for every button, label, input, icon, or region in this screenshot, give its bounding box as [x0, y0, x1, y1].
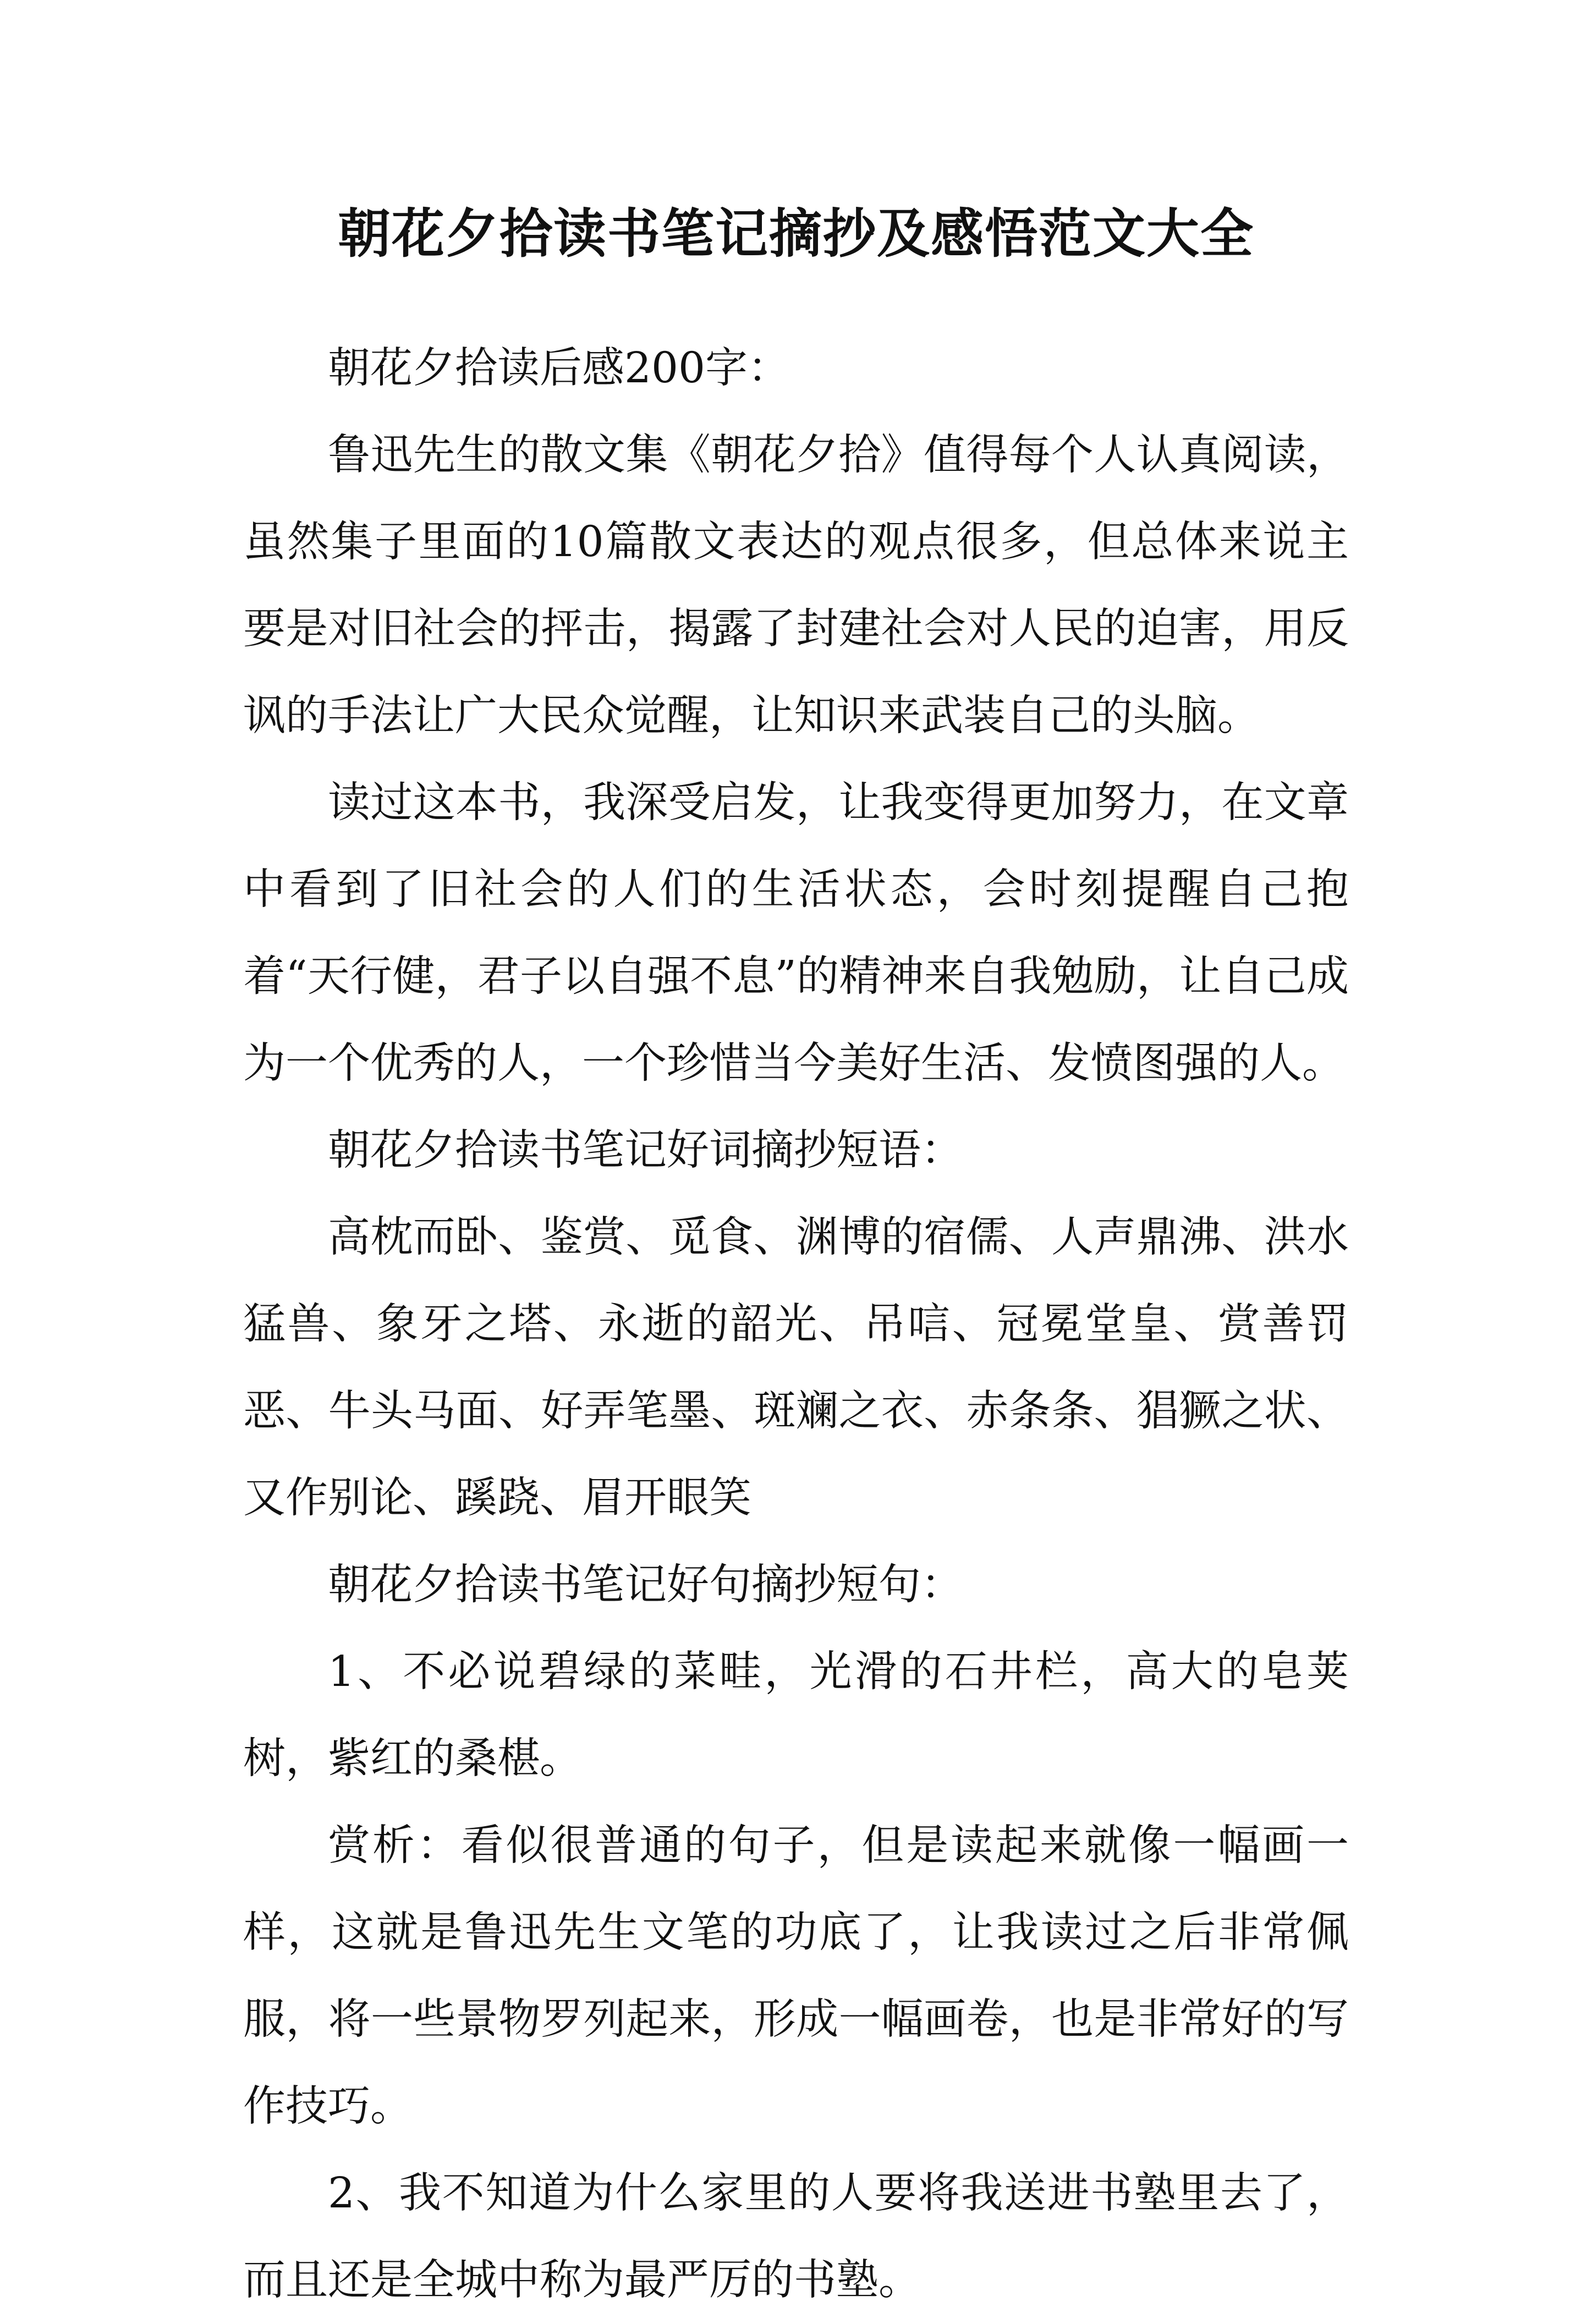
paragraph-sentences-heading: 朝花夕拾读书笔记好句摘抄短句： — [328, 1561, 963, 1609]
paragraph-review-1: 鲁迅先生的散文集《朝花夕拾》值得每个人认真阅读，虽然集子里面的10篇散文表达的观点很多，但总体来说主要是对旧社会的抨击，揭露了封建社会对人民的迫害，用反讽的手法让广大民众觉醒，让知识来武装自己的头脑。 — [243, 431, 1349, 740]
document-body — [243, 325, 1349, 2324]
paragraph-review-heading: 朝花夕拾读后感200字： — [328, 344, 790, 393]
paragraph-analysis-1: 赏析：看似很普通的句子，但是读起来就像一幅画一样，这就是鲁迅先生文笔的功底了，让我读过之后非常佩服，将一些景物罗列起来，形成一幅画卷，也是非常好的写作技巧。 — [243, 1821, 1349, 2131]
document-title: 朝花夕拾读书笔记摘抄及感悟范文大全 — [338, 203, 1254, 265]
paragraph-review-2: 读过这本书，我深受启发，让我变得更加努力，在文章中看到了旧社会的人们的生活状态，会时刻提醒自己抱着“天行健，君子以自强不息”的精神来自我勉励，让自己成为一个优秀的人，一个珍惜当今美好生活、发愤图强的人。 — [243, 778, 1349, 1088]
paragraph-words-list: 高枕而卧、鉴赏、觅食、渊博的宿儒、人声鼎沸、洪水猛兽、象牙之塔、永逝的韶光、吊唁、冠冕堂皇、赏善罚恶、牛头马面、好弄笔墨、斑斓之衣、赤条条、猖獗之状、又作别论、蹊跷、眉开眼笑 — [243, 1213, 1349, 1523]
paragraph-sentence-1: 1、不必说碧绿的菜畦，光滑的石井栏，高大的皂荚树，紫红的桑椹。 — [243, 1647, 1349, 1783]
paragraph-words-heading: 朝花夕拾读书笔记好词摘抄短语： — [328, 1126, 963, 1175]
paragraph-sentence-2: 2、我不知道为什么家里的人要将我送进书塾里去了，而且还是全城中称为最严厉的书塾。 — [243, 2169, 1349, 2305]
